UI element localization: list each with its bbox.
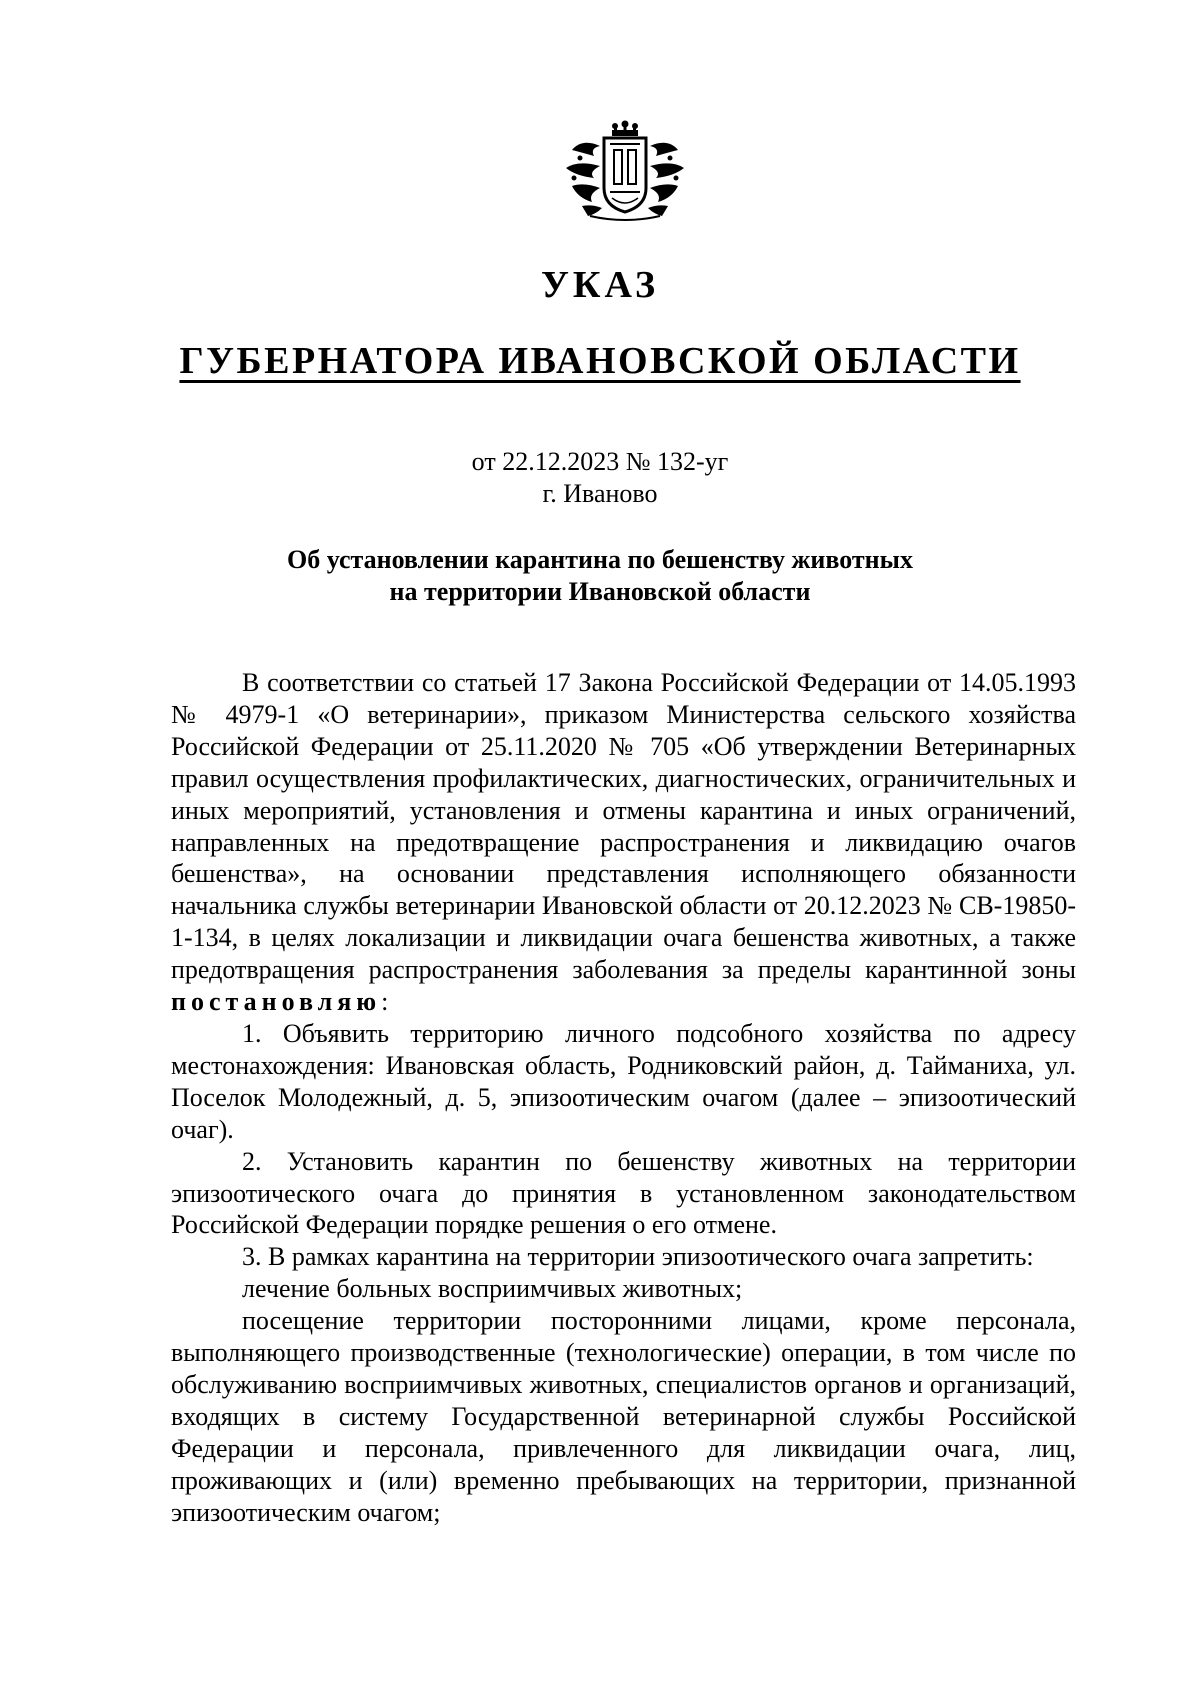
date-number-line: от 22.12.2023 № 132-уг <box>471 447 729 476</box>
item-1-paragraph: 1. Объявить территорию личного подсобного хозяйства по адресу местонахождения: Ивановская область, Родниковский район, д. Тайманиха, ул. Поселок Молодежный, д. 5, эпизоотическим очагом (далее – эпизоотический очаг). <box>171 1018 1076 1144</box>
coat-of-arms-icon <box>560 120 690 222</box>
decree-word: постановляю <box>171 987 382 1017</box>
item-3-subitem-treatment: лечение больных восприимчивых животных; <box>242 1274 743 1304</box>
document-subject <box>0 544 1200 608</box>
issuer-title <box>0 338 1200 384</box>
item-3-subitem-visits: посещение территории посторонними лицами, кроме персонала, выполняющего производственные (технологические) операции, в том числе по обслуживанию восприимчивых животных, специалистов органов и организаций, входящих в систему Государственной ветеринарной службы Российской Федерации и персонала, привлеченного для ликвидации очага, лиц, проживающих и (или) временно пребывающих на территории, признанной эпизоотическим очагом; <box>171 1306 1076 1527</box>
document-type-title: УКАЗ <box>541 264 659 306</box>
item-2-paragraph: 2. Установить карантин по бешенству животных на территории эпизоотического очага до принятия в установленном законодательством Российской Федерации порядке решения о его отмене. <box>171 1146 1076 1240</box>
item-3-paragraph: 3. В рамках карантина на территории эпизоотического очага запретить: <box>242 1242 1034 1272</box>
preamble-text: В соответствии со статьей 17 Закона Российской Федерации от 14.05.1993 № 4979-1 «О ветеринарии», приказом Министерства сельского хозяйства Российской Федерации от 25.11.2020 № 705 «Об утверждении Ветеринарных правил осуществления профилактических, диагностических, ограничительных и иных мероприятий, установления и отмены карантина и иных ограничений, направленных на предотвращение распространения и ликвидацию очагов бешенства», на основании представления исполняющего обязанности начальника службы ветеринарии Ивановской области от 20.12.2023 № СВ-19850-1-134, в целях локализации и ликвидации очага бешенства животных, а также предотвращения распространения заболевания за пределы карантинной зоны <box>171 668 1076 985</box>
decree-colon: : <box>381 987 389 1017</box>
issuer-title-text: ГУБЕРНАТОРА ИВАНОВСКОЙ ОБЛАСТИ <box>179 340 1021 382</box>
document-body <box>171 667 1076 1528</box>
subject-line-2: на территории Ивановской области <box>389 577 811 606</box>
city-line: г. Иваново <box>542 479 658 508</box>
subject-line-1: Об установлении карантина по бешенству животных <box>287 545 913 574</box>
preamble-paragraph <box>171 667 1076 1018</box>
